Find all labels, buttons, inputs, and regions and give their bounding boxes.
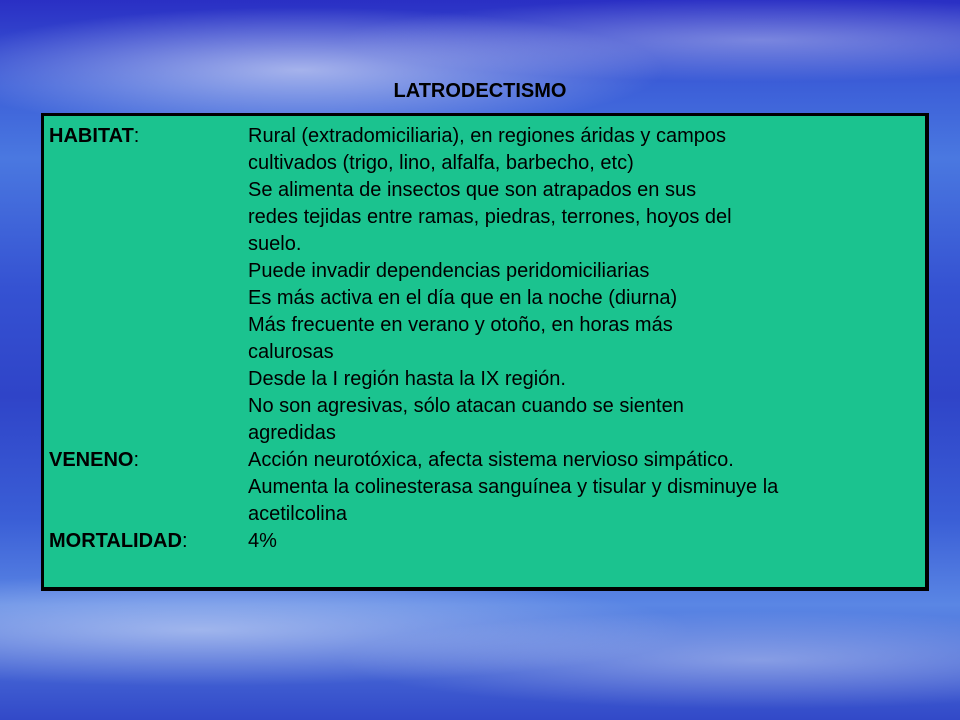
- habitat-line: Más frecuente en verano y otoño, en horas más: [248, 314, 673, 336]
- habitat-line: suelo.: [248, 233, 302, 255]
- habitat-line: Se alimenta de insectos que son atrapados en sus: [248, 179, 697, 201]
- section-label: HABITAT:: [49, 125, 140, 147]
- section-label: MORTALIDAD:: [49, 530, 188, 552]
- habitat-line: Puede invadir dependencias peridomiciliarias: [248, 260, 650, 282]
- section-habitat: [49, 123, 925, 447]
- habitat-line: Es más activa en el día que en la noche (diurna): [248, 287, 678, 309]
- slide-title: [0, 80, 960, 103]
- habitat-line: cultivados (trigo, lino, alfalfa, barbecho, etc): [248, 152, 634, 174]
- habitat-line: No son agresivas, sólo atacan cuando se sienten: [248, 395, 684, 417]
- habitat-line: Rural (extradomiciliaria), en regiones áridas y campos: [248, 125, 726, 147]
- section-lines: [248, 123, 925, 447]
- title-text: LATRODECTISMO: [393, 80, 567, 102]
- section-veneno: [49, 447, 925, 528]
- mortalidad-label: MORTALIDAD: [49, 530, 182, 552]
- veneno-label: VENENO: [49, 449, 134, 471]
- habitat-line: agredidas: [248, 422, 336, 444]
- veneno-line: Aumenta la colinesterasa sanguínea y tisular y disminuye la: [248, 476, 779, 498]
- section-lines: [248, 447, 925, 528]
- veneno-line: Acción neurotóxica, afecta sistema nervioso simpático.: [248, 449, 734, 471]
- habitat-line: Desde la I región hasta la IX región.: [248, 368, 566, 390]
- habitat-line: redes tejidas entre ramas, piedras, terrones, hoyos del: [248, 206, 732, 228]
- habitat-label: HABITAT: [49, 125, 134, 147]
- section-label: VENENO:: [49, 449, 140, 471]
- habitat-line: calurosas: [248, 341, 334, 363]
- veneno-line: acetilcolina: [248, 503, 347, 525]
- content-box: [41, 113, 929, 591]
- section-mortalidad: [49, 528, 925, 555]
- section-lines: [248, 528, 925, 555]
- mortalidad-line: 4%: [248, 530, 277, 552]
